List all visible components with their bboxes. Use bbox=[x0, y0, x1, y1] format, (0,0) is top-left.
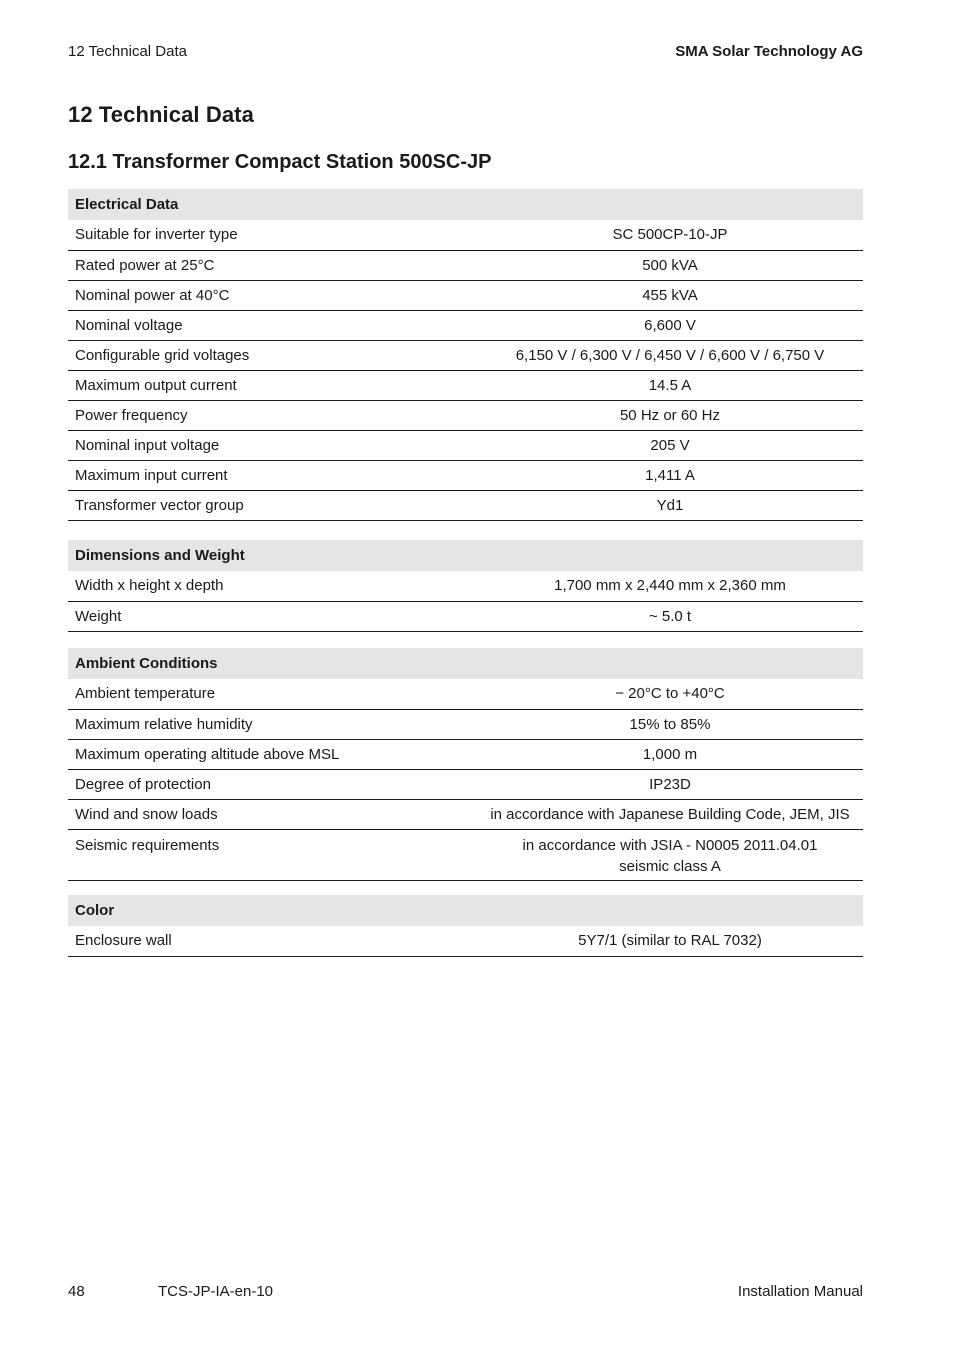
electrical-data-table bbox=[68, 189, 863, 521]
row-label: Seismic requirements bbox=[68, 829, 477, 880]
row-label: Maximum input current bbox=[68, 460, 477, 490]
row-label: Ambient temperature bbox=[68, 679, 477, 709]
row-value: in accordance with Japanese Building Code, JEM, JIS bbox=[477, 799, 863, 829]
row-value: 1,700 mm x 2,440 mm x 2,360 mm bbox=[477, 571, 863, 601]
row-value-line: in accordance with JSIA - N0005 2011.04.01 bbox=[522, 836, 818, 854]
row-value: − 20°C to +40°C bbox=[477, 679, 863, 709]
row-value: 50 Hz or 60 Hz bbox=[477, 400, 863, 430]
header-company-name: SMA Solar Technology AG bbox=[675, 43, 863, 60]
table-row bbox=[68, 340, 863, 370]
table-row bbox=[68, 601, 863, 631]
row-value: 1,000 m bbox=[477, 739, 863, 769]
color-heading: Color bbox=[68, 895, 863, 926]
table-row bbox=[68, 370, 863, 400]
row-label: Rated power at 25°C bbox=[68, 250, 477, 280]
section-title: 12.1 Transformer Compact Station 500SC-JP bbox=[68, 151, 492, 173]
document-code: TCS-JP-IA-en-10 bbox=[158, 1283, 274, 1300]
header-section-ref: 12 Technical Data bbox=[68, 43, 187, 60]
table-row bbox=[68, 460, 863, 490]
table-row bbox=[68, 490, 863, 520]
running-header bbox=[68, 43, 863, 65]
row-value: 205 V bbox=[477, 430, 863, 460]
table-row bbox=[68, 250, 863, 280]
table-row bbox=[68, 310, 863, 340]
table-group-header bbox=[68, 540, 863, 571]
row-label: Enclosure wall bbox=[68, 926, 477, 956]
row-value: 1,411 A bbox=[477, 460, 863, 490]
row-value: 6,600 V bbox=[477, 310, 863, 340]
table-row bbox=[68, 799, 863, 829]
page-number: 48 bbox=[68, 1283, 85, 1300]
table-row bbox=[68, 280, 863, 310]
table-row bbox=[68, 679, 863, 709]
table-row bbox=[68, 769, 863, 799]
document-type: Installation Manual bbox=[737, 1283, 863, 1300]
row-label: Width x height x depth bbox=[68, 571, 477, 601]
row-label: Weight bbox=[68, 601, 477, 631]
row-label: Transformer vector group bbox=[68, 490, 477, 520]
chapter-title: 12 Technical Data bbox=[68, 102, 254, 127]
row-label: Wind and snow loads bbox=[68, 799, 477, 829]
row-label: Maximum relative humidity bbox=[68, 709, 477, 739]
row-value: 500 kVA bbox=[477, 250, 863, 280]
row-label: Configurable grid voltages bbox=[68, 340, 477, 370]
ambient-conditions-table bbox=[68, 648, 863, 881]
dimensions-weight-heading: Dimensions and Weight bbox=[68, 540, 863, 571]
table-row bbox=[68, 220, 863, 250]
row-value-line: seismic class A bbox=[619, 857, 721, 875]
table-row bbox=[68, 430, 863, 460]
row-value: ~ 5.0 t bbox=[477, 601, 863, 631]
row-value: 15% to 85% bbox=[477, 709, 863, 739]
row-value: Yd1 bbox=[477, 490, 863, 520]
row-value: 5Y7/1 (similar to RAL 7032) bbox=[477, 926, 863, 956]
electrical-data-heading: Electrical Data bbox=[68, 189, 863, 220]
row-label: Nominal power at 40°C bbox=[68, 280, 477, 310]
row-value: 455 kVA bbox=[477, 280, 863, 310]
color-table bbox=[68, 895, 863, 957]
table-row bbox=[68, 926, 863, 956]
ambient-conditions-heading: Ambient Conditions bbox=[68, 648, 863, 679]
row-value bbox=[477, 829, 863, 880]
table-row bbox=[68, 739, 863, 769]
row-label: Nominal voltage bbox=[68, 310, 477, 340]
row-label: Suitable for inverter type bbox=[68, 220, 477, 250]
row-value: 14.5 A bbox=[477, 370, 863, 400]
row-label: Maximum output current bbox=[68, 370, 477, 400]
dimensions-weight-table bbox=[68, 540, 863, 632]
table-row bbox=[68, 829, 863, 880]
row-value: 6,150 V / 6,300 V / 6,450 V / 6,600 V / 6,750 V bbox=[477, 340, 863, 370]
table-group-header bbox=[68, 189, 863, 220]
table-group-header bbox=[68, 648, 863, 679]
table-group-header bbox=[68, 895, 863, 926]
table-row bbox=[68, 709, 863, 739]
row-label: Degree of protection bbox=[68, 769, 477, 799]
row-label: Power frequency bbox=[68, 400, 477, 430]
row-value: SC 500CP-10-JP bbox=[477, 220, 863, 250]
row-value: IP23D bbox=[477, 769, 863, 799]
row-label: Maximum operating altitude above MSL bbox=[68, 739, 477, 769]
running-footer bbox=[68, 1283, 863, 1305]
row-label: Nominal input voltage bbox=[68, 430, 477, 460]
table-row bbox=[68, 571, 863, 601]
table-row bbox=[68, 400, 863, 430]
